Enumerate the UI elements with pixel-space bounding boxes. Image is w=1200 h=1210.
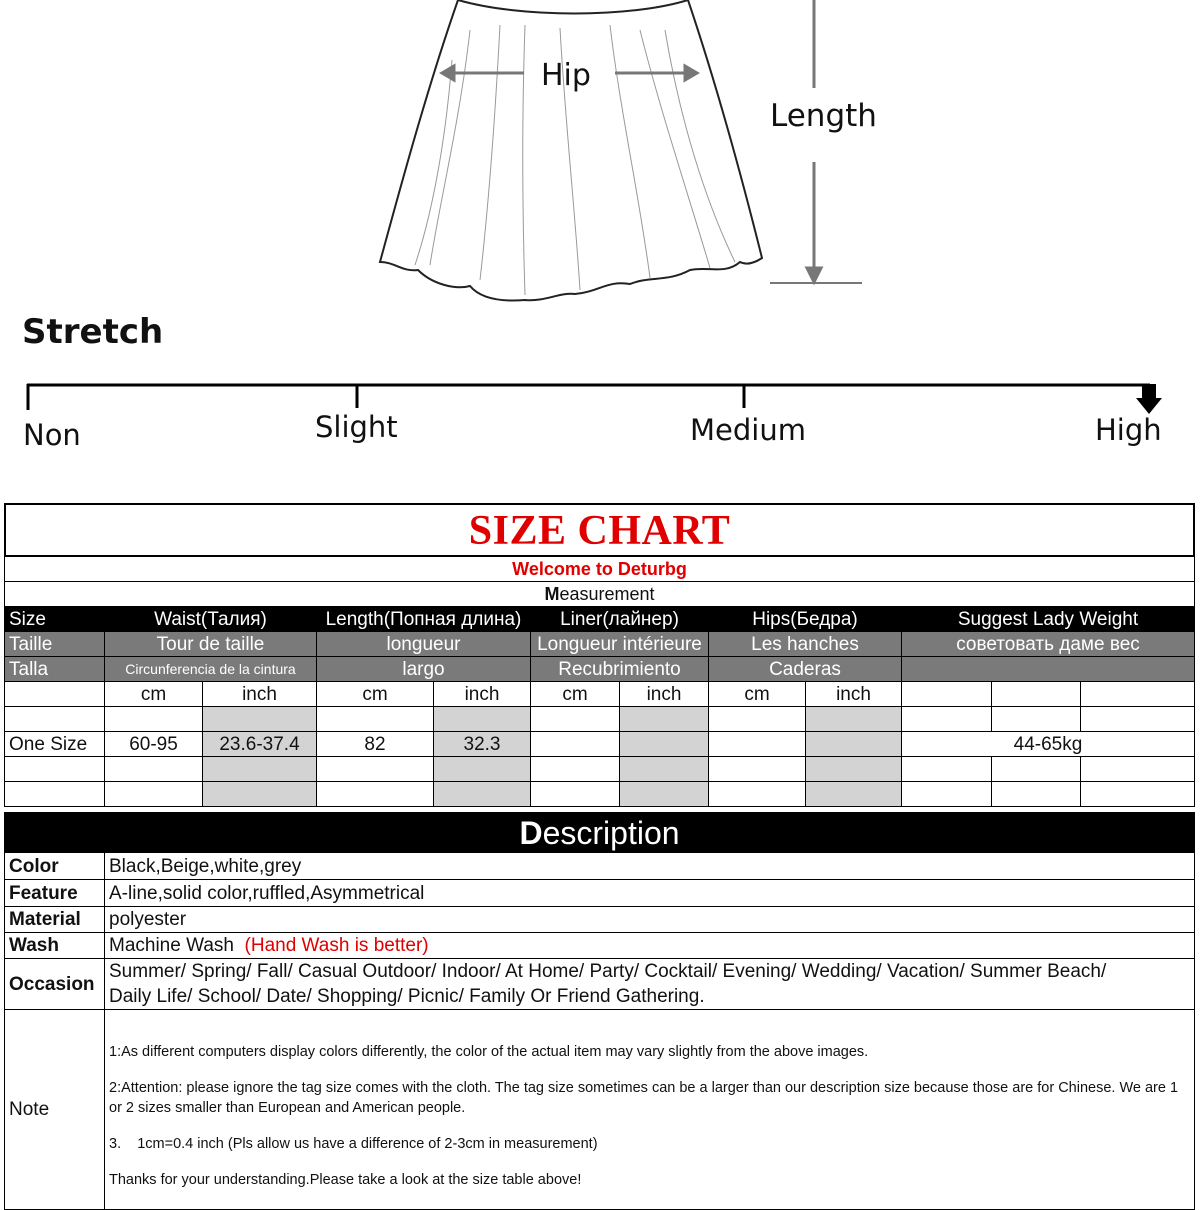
- desc-value-feature: A-line,solid color,ruffled,Asymmetrical: [105, 880, 1195, 907]
- header-length: Length(Попная длина): [317, 607, 531, 632]
- header-hanches: Les hanches: [709, 632, 902, 657]
- unit-cell: cm: [105, 682, 203, 707]
- header-waist: Waist(Талия): [105, 607, 317, 632]
- header-hips: Hips(Бедра): [709, 607, 902, 632]
- header-empty: [902, 657, 1195, 682]
- desc-row-color: [5, 853, 1195, 880]
- desc-row-wash: [5, 933, 1195, 959]
- unit-cell: inch: [434, 682, 531, 707]
- welcome-text: Welcome to Deturbg: [5, 557, 1195, 582]
- description-title: [5, 813, 1195, 853]
- hip-arrow-left-icon: [442, 66, 524, 80]
- hips-inch-value: [806, 732, 902, 757]
- table-row: [5, 757, 1195, 782]
- description-table: [4, 812, 1195, 1210]
- header-size: Size: [5, 607, 105, 632]
- unit-blank: [902, 682, 992, 707]
- units-row: [5, 682, 1195, 707]
- desc-key-color: Color: [5, 853, 105, 880]
- size-chart-title-box: [4, 503, 1195, 557]
- waist-inch-value: 23.6-37.4: [203, 732, 317, 757]
- unit-cell: cm: [531, 682, 620, 707]
- table-row: [5, 707, 1195, 732]
- header-circunferencia: Circunferencia de la cintura: [105, 657, 317, 682]
- header-row-en: [5, 607, 1195, 632]
- header-weight: Suggest Lady Weight: [902, 607, 1195, 632]
- desc-value-note: [105, 1010, 1195, 1210]
- size-chart: [4, 503, 1195, 1203]
- table-row: [5, 732, 1195, 757]
- header-longueur-interieure: Longueur intérieure: [531, 632, 709, 657]
- length-cm-value: 82: [317, 732, 434, 757]
- unit-cell: cm: [317, 682, 434, 707]
- description-initial: D: [519, 814, 543, 851]
- size-table: [4, 556, 1195, 807]
- desc-key-material: Material: [5, 907, 105, 933]
- wash-method: Machine Wash: [109, 935, 234, 956]
- desc-value-color: Black,Beige,white,grey: [105, 853, 1195, 880]
- desc-row-material: [5, 907, 1195, 933]
- header-longueur: longueur: [317, 632, 531, 657]
- header-row-fr: [5, 632, 1195, 657]
- hips-cm-value: [709, 732, 806, 757]
- stretch-level-slight: Slight: [315, 410, 398, 444]
- skirt-outline-icon: [380, 0, 762, 300]
- length-label: Length: [770, 98, 877, 134]
- unit-cell: inch: [203, 682, 317, 707]
- stretch-level-medium: Medium: [690, 413, 806, 447]
- header-taille: Taille: [5, 632, 105, 657]
- stretch-level-high: High: [1095, 413, 1162, 447]
- desc-key-wash: Wash: [5, 933, 105, 959]
- hip-label: Hip: [541, 58, 591, 93]
- liner-cm-value: [531, 732, 620, 757]
- header-caderas: Caderas: [709, 657, 902, 682]
- header-weight-ru: советовать даме вес: [902, 632, 1195, 657]
- desc-value-material: polyester: [105, 907, 1195, 933]
- desc-row-note: [5, 1010, 1195, 1210]
- length-inch-value: 32.3: [434, 732, 531, 757]
- stretch-level-non: Non: [23, 418, 81, 452]
- desc-key-note: Note: [5, 1010, 105, 1210]
- occasion-line-1: Summer/ Spring/ Fall/ Casual Outdoor/ Indoor/ At Home/ Party/ Cocktail/ Evening/ Wedding/ Vacation/ Summer Beach/: [109, 961, 1107, 982]
- desc-value-occasion: [105, 959, 1195, 1010]
- desc-row-occasion: [5, 959, 1195, 1010]
- unit-cell: cm: [709, 682, 806, 707]
- table-row: [5, 782, 1195, 807]
- units-blank: [5, 682, 105, 707]
- size-chart-title: SIZE CHART: [468, 508, 731, 554]
- note-4: Thanks for your understanding.Please take a look at the size table above!: [109, 1172, 582, 1188]
- header-row-es: [5, 657, 1195, 682]
- stretch-scale-bar: [27, 384, 1150, 410]
- stretch-title: Stretch: [22, 312, 164, 352]
- waist-cm-value: 60-95: [105, 732, 203, 757]
- unit-blank: [992, 682, 1081, 707]
- weight-value: 44-65kg: [902, 732, 1195, 757]
- note-2: 2:Attention: please ignore the tag size comes with the cloth. The tag size sometimes can be a larger than our description size because those are for Chinese. We are 1 or 2 sizes smaller than European and American people.: [109, 1080, 1179, 1116]
- length-arrow-icon: [770, 0, 862, 283]
- skirt-diagram: [0, 0, 1200, 470]
- wash-recommendation: (Hand Wash is better): [244, 935, 429, 956]
- desc-key-occasion: Occasion: [5, 959, 105, 1010]
- header-largo: largo: [317, 657, 531, 682]
- size-value: One Size: [5, 732, 105, 757]
- description-rest: escription: [542, 814, 680, 851]
- note-1: 1:As different computers display colors differently, the color of the actual item may vary slightly from the above images.: [109, 1044, 869, 1060]
- liner-inch-value: [620, 732, 709, 757]
- header-recubrimiento: Recubrimiento: [531, 657, 709, 682]
- unit-cell: inch: [620, 682, 709, 707]
- desc-value-wash: [105, 933, 1195, 959]
- hip-arrow-right-icon: [615, 66, 697, 80]
- measurement-heading: [5, 582, 1195, 607]
- occasion-line-2: Daily Life/ School/ Date/ Shopping/ Picnic/ Family Or Friend Gathering.: [109, 986, 705, 1007]
- unit-blank: [1081, 682, 1195, 707]
- measurement-initial: M: [544, 584, 560, 604]
- unit-cell: inch: [806, 682, 902, 707]
- stretch-high-marker-icon: [1136, 384, 1162, 414]
- desc-row-feature: [5, 880, 1195, 907]
- header-tour-de-taille: Tour de taille: [105, 632, 317, 657]
- header-liner: Liner(лайнер): [531, 607, 709, 632]
- note-3: 3. 1cm=0.4 inch (Pls allow us have a difference of 2-3cm in measurement): [109, 1136, 598, 1152]
- desc-key-feature: Feature: [5, 880, 105, 907]
- measurement-rest: easurement: [559, 584, 655, 604]
- header-talla: Talla: [5, 657, 105, 682]
